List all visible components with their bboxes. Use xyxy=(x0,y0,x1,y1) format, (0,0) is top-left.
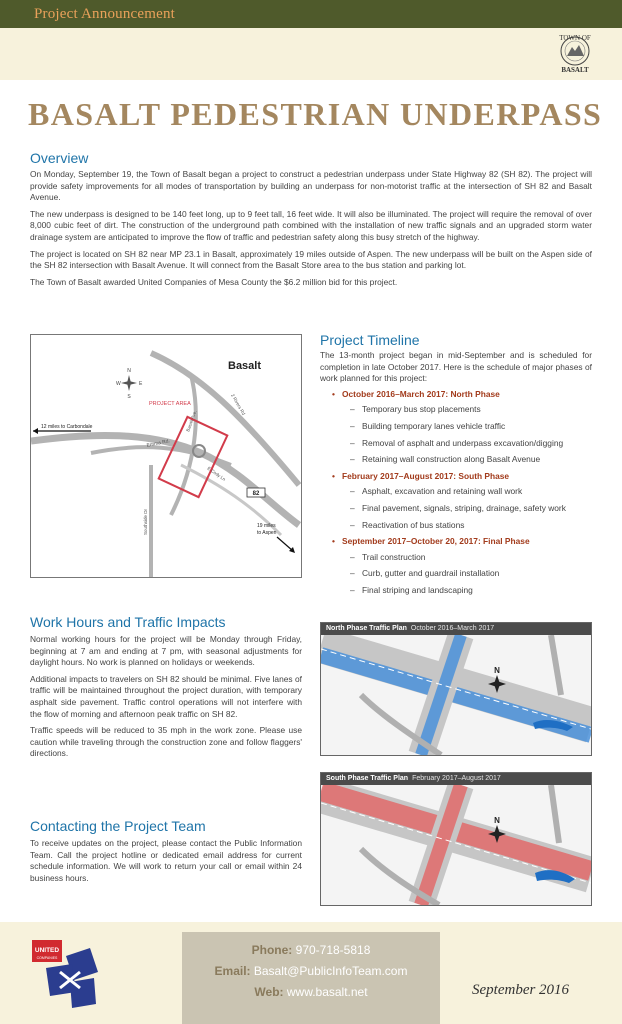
compass-n: N xyxy=(127,368,131,374)
contact-text xyxy=(30,838,302,889)
contact-heading: Contacting the Project Team xyxy=(30,818,206,834)
logo-text: UNITED xyxy=(34,947,60,954)
phone-number[interactable]: 970-718-5818 xyxy=(295,943,371,957)
project-area-label: PROJECT AREA xyxy=(149,401,191,407)
overview-heading: Overview xyxy=(30,150,89,166)
overview-paragraph: The project is located on SH 82 near MP 23.1 in Basalt, approximately 19 miles outside of Aspen. The new underpass will be built on the Aspen side of the SH 82 intersection with Basalt Avenue. It will connect from the Basalt Store area to the bus station and parking lot. xyxy=(30,248,592,271)
aspen-label-2: to Aspen xyxy=(257,530,277,536)
north-plan-title: North Phase Traffic Plan xyxy=(326,625,407,632)
task-item: – Reactivation of bus stations xyxy=(350,520,592,532)
aspen-label-1: 19 miles xyxy=(257,523,276,529)
task-item: – Final pavement, signals, striping, drainage, safety work xyxy=(350,503,592,515)
phone-line xyxy=(182,943,440,957)
seal-bottom-text: BASALT xyxy=(561,66,589,74)
carbondale-label: 12 miles to Carbondale xyxy=(41,424,93,430)
location-map xyxy=(30,334,302,578)
map-town-label: Basalt xyxy=(228,360,262,372)
overview-text xyxy=(30,169,592,293)
task-item: – Trail construction xyxy=(350,552,592,564)
task-item: – Retaining wall construction along Basalt Avenue xyxy=(350,454,592,466)
work-hours-paragraph: Normal working hours for the project will be Monday through Friday, beginning at 7 am and ending at 7 pm, with seasonal adjustments for daylight hours. No work is planned on holidays or weekends. xyxy=(30,634,302,668)
task-item: – Removal of asphalt and underpass excavation/digging xyxy=(350,438,592,450)
task-item: – Curb, gutter and guardrail installation xyxy=(350,568,592,580)
road-label-basalt-ave: Basalt Ave. xyxy=(185,409,198,433)
web-link[interactable]: www.basalt.net xyxy=(286,985,368,999)
timeline xyxy=(320,350,592,602)
road-label-cody: E Cody Ln xyxy=(206,465,227,482)
header-bar xyxy=(0,0,622,28)
overview-paragraph: The new underpass is designed to be 140 feet long, up to 9 feet tall, 16 feet wide. It will also be illuminated. The project will require the removal of over 8,000 cubic feet of dirt. The construction of the underground path combined with the installation of new traffic signals and an upgraded storm water drainage system are anticipated to improve the flow of traffic and pedestrian safety along this busy stretch of the highway. xyxy=(30,208,592,242)
south-plan xyxy=(320,772,592,906)
compass-w: W xyxy=(116,381,121,387)
web-label: Web: xyxy=(254,985,284,999)
task-item: – Asphalt, excavation and retaining wall work xyxy=(350,486,592,498)
seal-top-text: TOWN OF xyxy=(559,34,591,42)
north-plan-header xyxy=(321,623,591,635)
south-plan-dates: February 2017–August 2017 xyxy=(412,775,501,782)
overview-paragraph: The Town of Basalt awarded United Companies of Mesa County the $6.2 million bid for this project. xyxy=(30,276,398,287)
united-companies-logo xyxy=(30,938,100,1012)
web-line xyxy=(182,985,440,999)
road-label-two-rivers: 2 Rivers Rd xyxy=(230,393,247,416)
publication-date: September 2016 xyxy=(472,982,570,998)
phase-south: • February 2017–August 2017: South Phase xyxy=(332,471,592,483)
phase-final: • September 2017–October 20, 2017: Final Phase xyxy=(332,536,592,548)
north-plan xyxy=(320,622,592,756)
compass-s: S xyxy=(127,394,131,400)
contact-box xyxy=(182,932,440,1024)
timeline-heading: Project Timeline xyxy=(320,332,420,348)
road-label-southside: Southside Dr xyxy=(143,508,148,535)
task-item: – Building temporary lanes vehicle traffic xyxy=(350,421,592,433)
task-item: – Temporary bus stop placements xyxy=(350,404,592,416)
location-map-drawing xyxy=(31,335,301,577)
north-plan-drawing xyxy=(321,635,591,755)
overview-paragraph: On Monday, September 19, the Town of Basalt began a project to construct a pedestrian underpass under State Highway 82 (SH 82). The project will provide safety improvements for all modes of transportation by building an underpass for non-motorist traffic at the intersection of SH 82 and Basalt Avenue. xyxy=(30,169,592,203)
email-line xyxy=(182,964,440,978)
road-label-emma: Emma Rd. xyxy=(146,438,171,449)
work-hours-heading: Work Hours and Traffic Impacts xyxy=(30,614,226,630)
aspen-arrow-icon xyxy=(277,537,293,551)
page-title: BASALT PEDESTRIAN UNDERPASS xyxy=(28,96,603,132)
town-seal xyxy=(556,34,594,74)
compass-icon xyxy=(116,368,143,400)
north-plan-dates: October 2016–March 2017 xyxy=(410,625,495,632)
work-hours-paragraph: Additional impacts to travelers on SH 82 should be minimal. Five lanes of traffic will be maintained throughout the project duration, with temporary asphalt side pavement. Traffic control operations will not interfere with the flow of morning and afternoon peak traffic on SH 82. xyxy=(30,673,302,719)
header-band xyxy=(0,28,622,80)
south-compass-label: N xyxy=(494,816,500,825)
road-emma xyxy=(91,447,231,465)
email-label: Email: xyxy=(214,964,251,978)
task-item: – Final striping and landscaping xyxy=(350,585,592,597)
south-plan-drawing xyxy=(321,785,591,905)
work-hours-paragraph: Traffic speeds will be reduced to 35 mph in the work zone. Please use caution while traveling through the construction zone and follow flaggers' directions. xyxy=(30,725,302,759)
phase-north: • October 2016–March 2017: North Phase xyxy=(332,389,592,401)
phone-label: Phone: xyxy=(251,943,293,957)
south-plan-title: South Phase Traffic Plan xyxy=(326,775,409,782)
compass-e: E xyxy=(139,381,143,387)
email-link[interactable]: Basalt@PublicInfoTeam.com xyxy=(253,964,408,978)
work-hours-text xyxy=(30,634,302,765)
south-plan-header xyxy=(321,773,591,785)
contact-paragraph: To receive updates on the project, please contact the Public Information Team. Call the project hotline or dedicated email address for current schedule information. We will work to return your call or email within 24 business hours. xyxy=(30,838,302,883)
north-compass-label: N xyxy=(494,666,500,675)
highway-82-label: 82 xyxy=(252,491,260,497)
announcement-label: Project Announcement xyxy=(34,6,176,22)
timeline-intro: The 13-month project began in mid-September and is scheduled for completion in late October 2017. Here is the schedule of major phases of work planned for this project: xyxy=(320,350,592,384)
logo-subtext: COMPANIES xyxy=(36,956,58,960)
